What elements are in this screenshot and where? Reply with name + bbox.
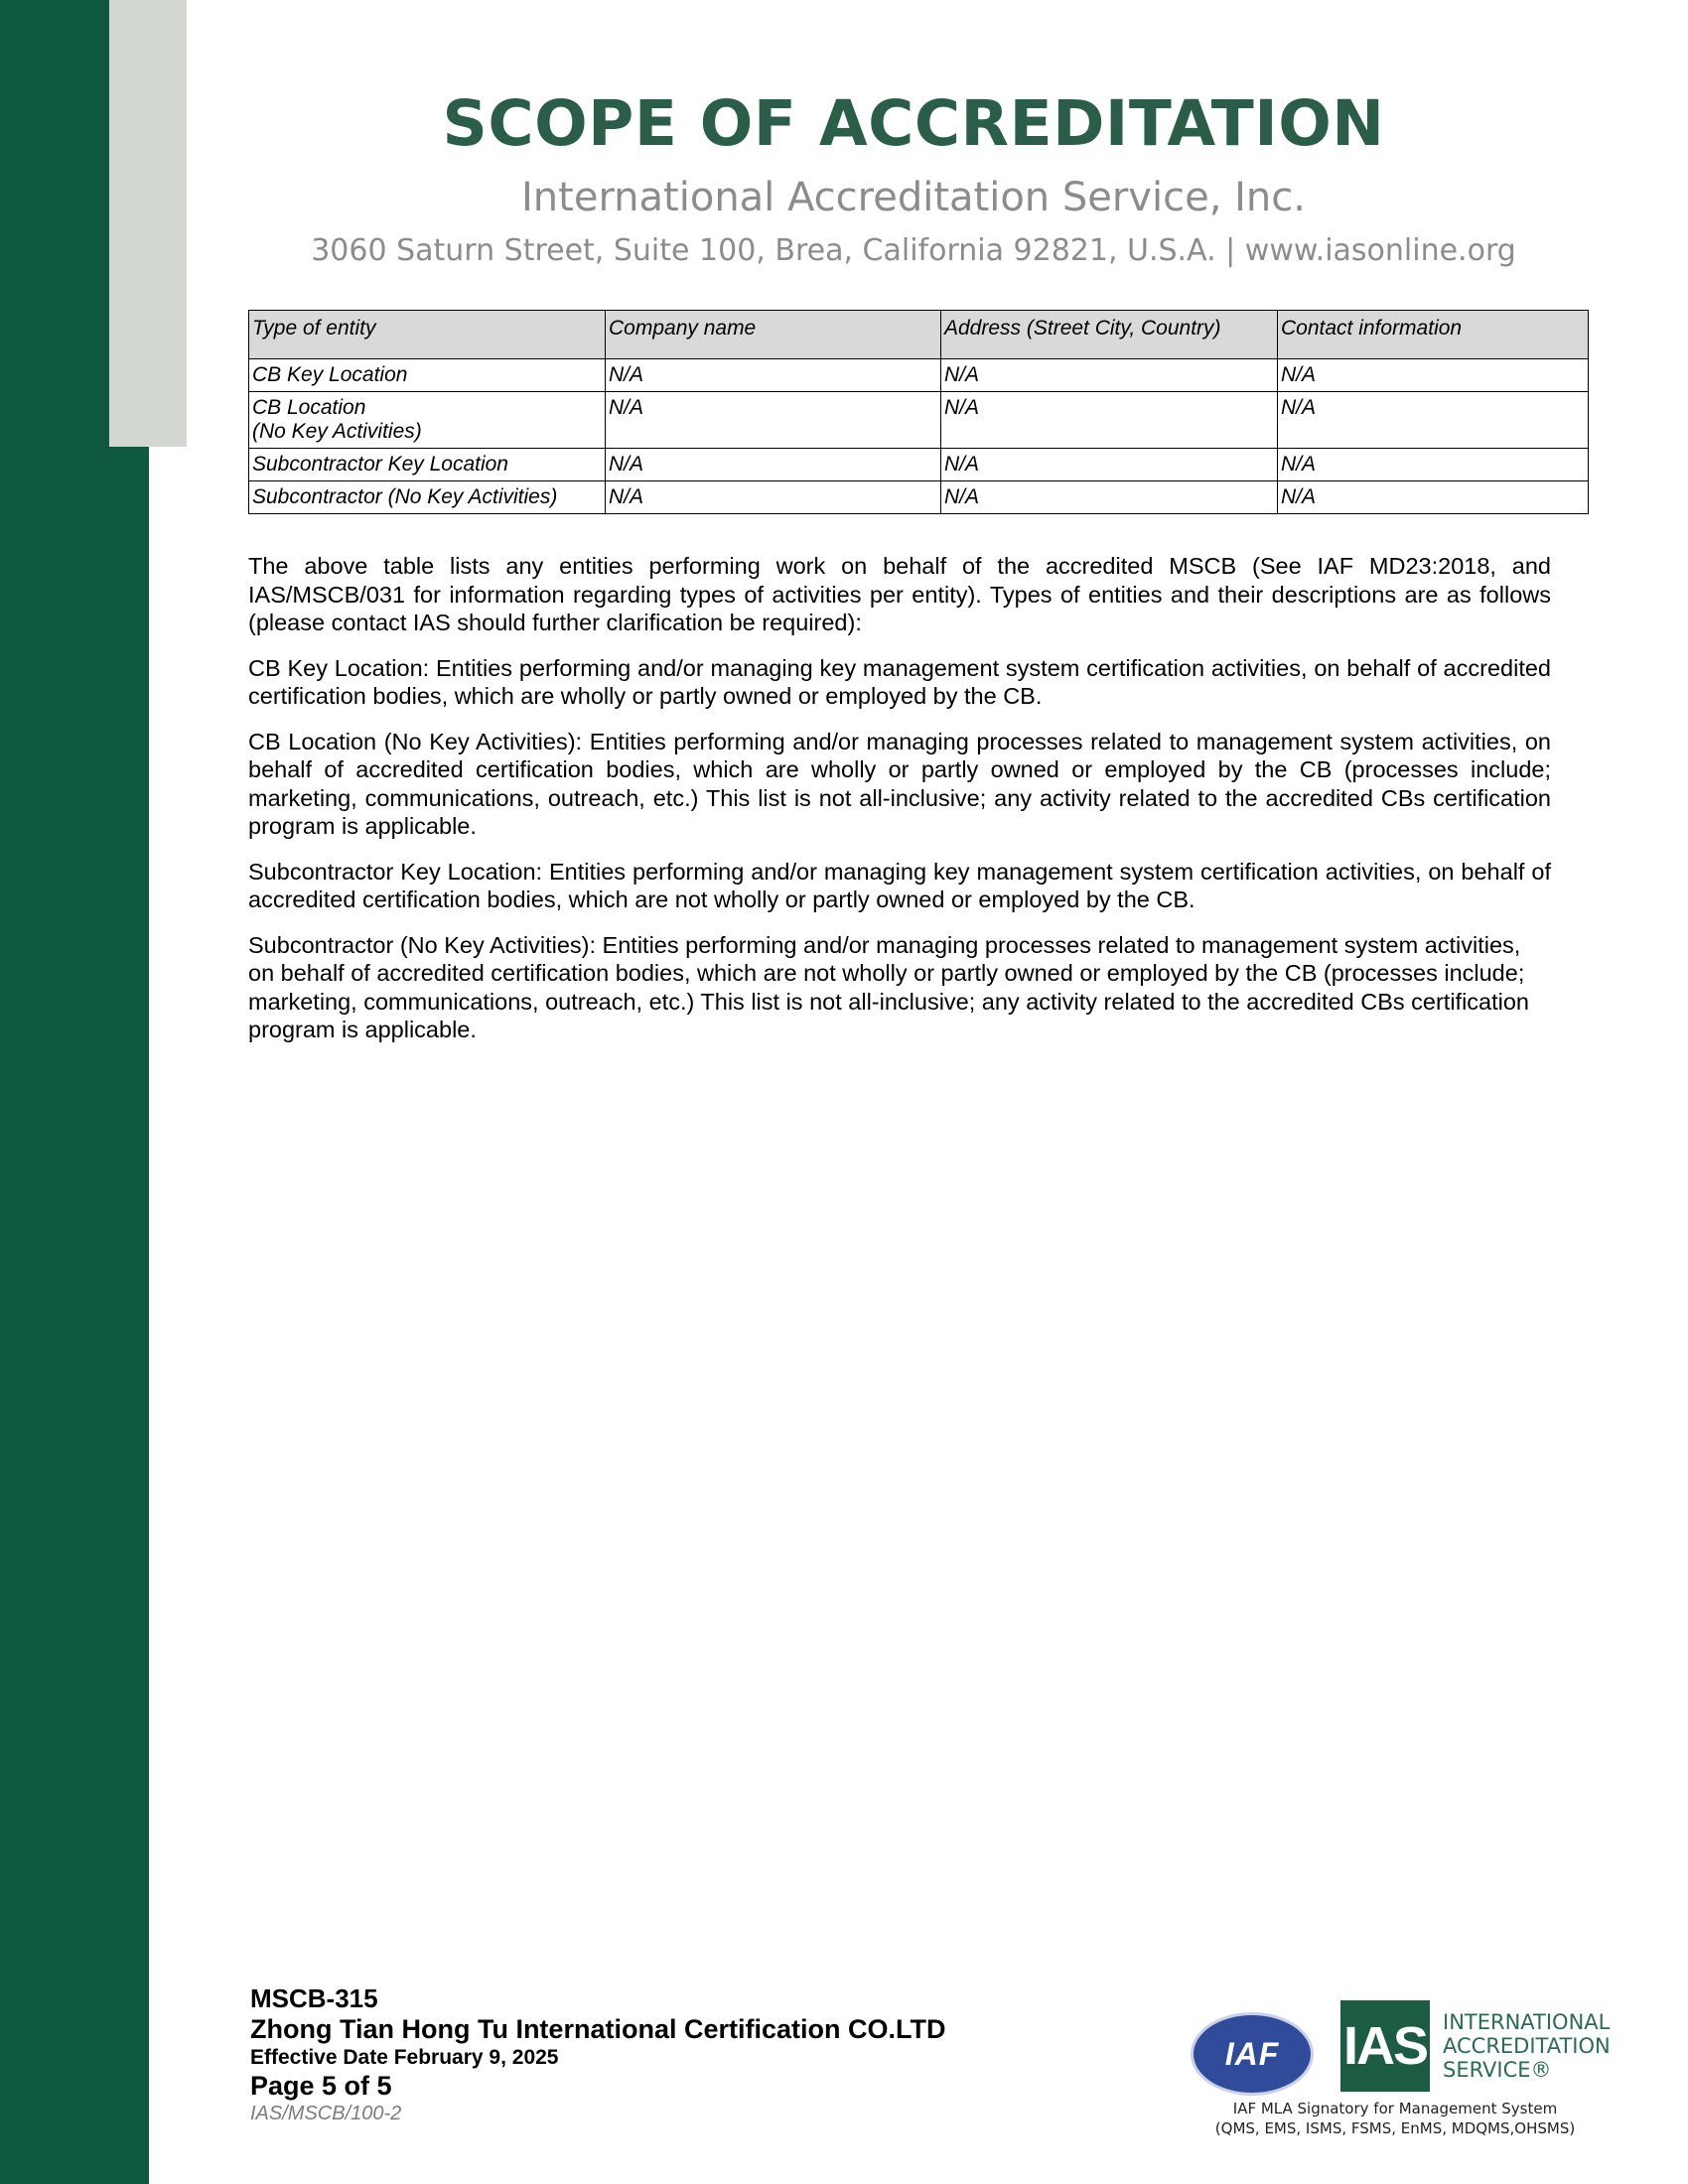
- cell-address: N/A: [941, 481, 1278, 514]
- table-row: [249, 481, 1589, 514]
- page-title: SCOPE OF ACCREDITATION: [442, 87, 1385, 160]
- column-header-company: Company name: [606, 311, 941, 359]
- certificate-code: MSCB-315: [250, 1983, 378, 2013]
- entities-table: [248, 310, 1589, 514]
- subcontractor-no-key-paragraph: Subcontractor (No Key Activities): Entities performing and/or managing processes related to management system activities, on behalf of accredited certification bodies, which are not wholly or partly owned or employed by the CB (processes include; marketing, communications, outreach, etc.) This list is not all-inclusive; any activity related to the accredited CBs certification program is applicable.: [248, 931, 1529, 1042]
- cell-type: Subcontractor Key Location: [249, 449, 606, 481]
- sidebar-stripe-grey: [109, 0, 187, 447]
- cell-type: CB Location (No Key Activities): [249, 392, 606, 449]
- intro-paragraph: The above table lists any entities performing work on behalf of the accredited MSCB (See IAF MD23:2018, and IAS/MSCB/031 for information regarding types of activities per entity). Types of entities and their descriptions are as follows (please contact IAS should further clarification be required):: [248, 553, 1551, 635]
- mla-signatory-text: IAF MLA Signatory for Management System (QMS, EMS, ISMS, FSMS, EnMS, MDQMS,OHSMS): [1214, 2100, 1576, 2137]
- cell-address: N/A: [941, 449, 1278, 481]
- subcontractor-key-location-paragraph: Subcontractor Key Location: Entities performing and/or managing key management system certification activities, on behalf of accredited certification bodies, which are not wholly or partly owned or employed by the CB.: [248, 858, 1551, 912]
- cb-key-location-paragraph: CB Key Location: Entities performing and/or managing key management system certification activities, on behalf of accredited certification bodies, which are wholly or partly owned or employed by the CB.: [248, 654, 1551, 709]
- cell-type: Subcontractor (No Key Activities): [249, 481, 606, 514]
- cell-contact: N/A: [1278, 392, 1589, 449]
- form-number: IAS/MSCB/100-2: [250, 2103, 402, 2124]
- column-header-type: Type of entity: [249, 311, 606, 359]
- ias-logo-wordmark: INTERNATIONAL ACCREDITATION SERVICE®: [1443, 2010, 1611, 2082]
- cell-company: N/A: [606, 359, 941, 392]
- column-header-contact: Contact information: [1278, 311, 1589, 359]
- table-row: [249, 392, 1589, 449]
- cell-address: N/A: [941, 392, 1278, 449]
- iaf-logo-icon: IAF: [1191, 2012, 1314, 2096]
- cell-company: N/A: [606, 481, 941, 514]
- organization-address: 3060 Saturn Street, Suite 100, Brea, California 92821, U.S.A. | www.iasonline.org: [311, 233, 1516, 268]
- cell-company: N/A: [606, 449, 941, 481]
- column-header-address: Address (Street City, Country): [941, 311, 1278, 359]
- cell-address: N/A: [941, 359, 1278, 392]
- table-row: [249, 359, 1589, 392]
- page-footer: [250, 1983, 945, 2125]
- cell-contact: N/A: [1278, 449, 1589, 481]
- page-header: [189, 79, 1638, 276]
- accreditation-logos: [1187, 2000, 1611, 2139]
- page-number: Page 5 of 5: [250, 2071, 392, 2101]
- effective-date: Effective Date February 9, 2025: [250, 2046, 559, 2069]
- organization-name: International Accreditation Service, Inc.: [521, 175, 1306, 220]
- cell-contact: N/A: [1278, 359, 1589, 392]
- cell-type: CB Key Location: [249, 359, 606, 392]
- company-name: Zhong Tian Hong Tu International Certification CO.LTD: [250, 2014, 946, 2044]
- cb-location-paragraph: CB Location (No Key Activities): Entities performing and/or managing processes related to management system activities, on behalf of accredited certification bodies, which are wholly or partly owned or employed by the CB (processes include; marketing, communications, outreach, etc.) This list is not all-inclusive; any activity related to the accredited CBs certification program is applicable.: [248, 728, 1551, 839]
- ias-logo-icon: IAS: [1340, 2000, 1430, 2092]
- table-header-row: [249, 311, 1589, 359]
- cell-contact: N/A: [1278, 481, 1589, 514]
- description-body: [248, 552, 1551, 1061]
- table-row: [249, 449, 1589, 481]
- cell-company: N/A: [606, 392, 941, 449]
